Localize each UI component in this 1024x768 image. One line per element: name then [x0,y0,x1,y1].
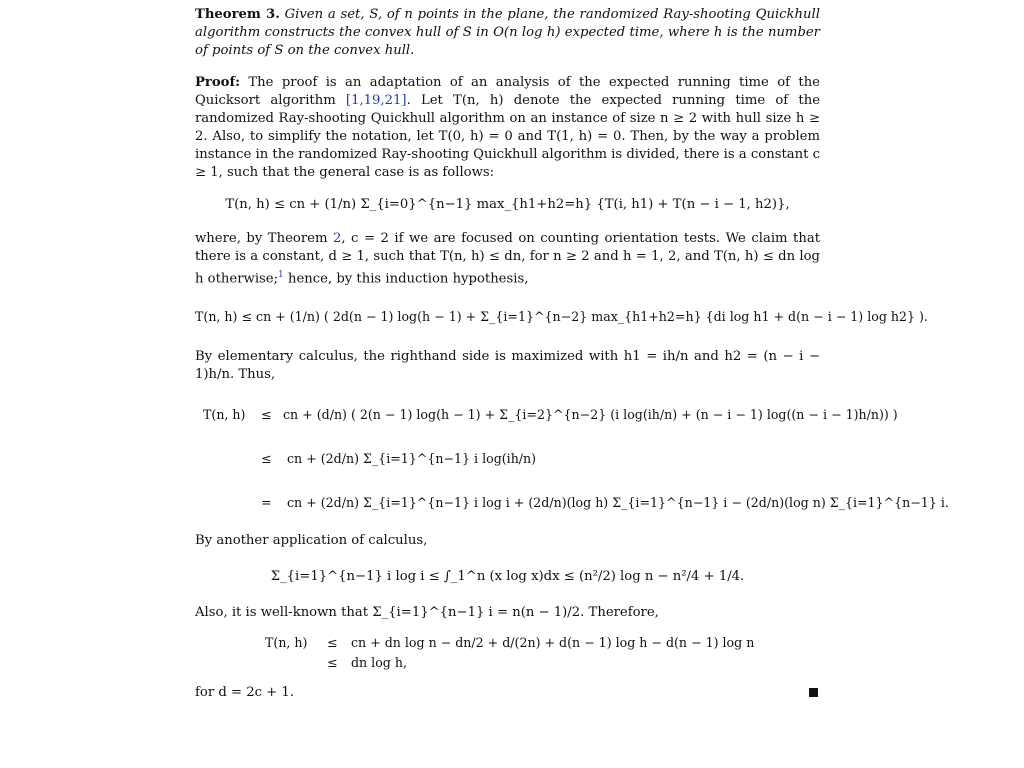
theorem-ref-link[interactable]: 2 [332,231,342,246]
eq3-row-3-rhs: cn + (2d/n) Σ_{i=1}^{n−1} i log i + (2d/n)(log h) Σ_{i=1}^{n−1} i − (2d/n)(log n) Σ_{i=1}^{n−1} i. [287,495,949,511]
eq3-row-2 [195,438,820,482]
eq5-rel-1: ≤ [327,635,338,651]
eq5-lhs: T(n, h) [265,635,308,651]
proof-paragraph-3 [195,348,820,384]
eq3-row-2-rhs: cn + (2d/n) Σ_{i=1}^{n−1} i log(ih/n) [287,451,537,467]
proof-paragraph-6 [195,684,820,702]
proof-paragraph-4 [195,532,820,550]
qed-square-icon [809,688,818,697]
equation-2 [195,308,928,326]
equation-array-5 [195,630,820,674]
proof-p6: for d = 2c + 1. [195,685,294,701]
eq3-row-3 [195,482,949,526]
equation-2-text: T(n, h) ≤ cn + (1/n) ( 2d(n − 1) log(h − 1) + Σ_{i=1}^{n−2} max_{h1+h2=h} {di log h1 + d(n − i − 1) log h2} ). [195,309,928,325]
proof-label: Proof: [195,75,240,90]
proof-paragraph-2 [195,230,820,288]
equation-1-text: T(n, h) ≤ cn + (1/n) Σ_{i=0}^{n−1} max_{h1+h2=h} {T(i, h1) + T(n − i − 1, h2)}, [225,197,790,212]
proof-p5: Also, it is well-known that Σ_{i=1}^{n−1} i = n(n − 1)/2. Therefore, [195,605,659,621]
proof-p1-b: . Let T(n, h) denote the expected running time of the randomized Ray-shooting Quickhull algorithm on an instance of size n ≥ 2 with hull size h ≥ 2. Also, to simplify the notation, let T(0, h) = 0 and T(1, h) = 0. Then, by the way a problem instance in the randomized Ray-shooting Quickhull algorithm is divided, there is a constant c ≥ 1, such that the general case is as follows: [195,93,821,180]
proof-p2-a: where, by Theorem [195,231,333,246]
eq5-rel-2: ≤ [327,655,338,671]
equation-1 [195,196,820,214]
eq3-row-1-rhs: cn + (d/n) ( 2(n − 1) log(h − 1) + Σ_{i=2}^{n−2} (i log(ih/n) + (n − i − 1) log((n − i − 1)h/n)) ) [283,407,898,423]
equation-4 [195,568,820,586]
citation-link[interactable]: [1,19,21] [345,93,407,108]
eq3-lhs: T(n, h) [203,407,246,423]
proof-p4: By another application of calculus, [195,533,428,549]
eq5-row-1 [195,630,820,652]
proof-paragraph-1 [195,74,820,182]
proof-paragraph-5 [195,604,820,622]
proof-p1-a: The proof is an adaptation of an analysis of the expected running time of the Quicksort algorithm [195,75,820,108]
proof-p3: By elementary calculus, the righthand side is maximized with h1 = ih/n and h2 = (n − i − 1)h/n. Thus, [195,349,820,383]
eq3-rel-2: ≤ [261,451,272,467]
proof-p2-b: , c = 2 if we are focused on counting orientation tests. We claim that there is a constant, d ≥ 1, such that T(n, h) ≤ dn, for n ≥ 2 and h = 1, 2, and T(n, h) ≤ dn log h otherwise; [195,231,821,287]
footnote-link[interactable]: 1 [278,270,284,280]
theorem-label: Theorem 3. [195,7,280,22]
equation-array-3 [195,394,949,526]
eq5-row-2 [195,652,820,674]
proof-p2-c: hence, by this induction hypothesis, [283,271,529,287]
theorem-text: Given a set, S, of n points in the plane, the randomized Ray-shooting Quickhull algorithm constructs the convex hull of S in O(n log h) expected time, where h is the number of points of S on the convex hull. [195,7,820,58]
paper-page [195,6,949,702]
eq3-rel-3: = [261,495,272,511]
eq3-row-1 [195,394,898,438]
theorem-statement [195,6,820,60]
eq5-row-2-rhs: dn log h, [351,655,407,671]
eq5-row-1-rhs: cn + dn log n − dn/2 + d/(2n) + d(n − 1) log h − d(n − 1) log n [351,635,755,651]
equation-4-text: Σ_{i=1}^{n−1} i log i ≤ ∫_1^n (x log x)dx ≤ (n²/2) log n − n²/4 + 1/4. [270,569,745,585]
eq3-rel-1: ≤ [261,407,272,423]
